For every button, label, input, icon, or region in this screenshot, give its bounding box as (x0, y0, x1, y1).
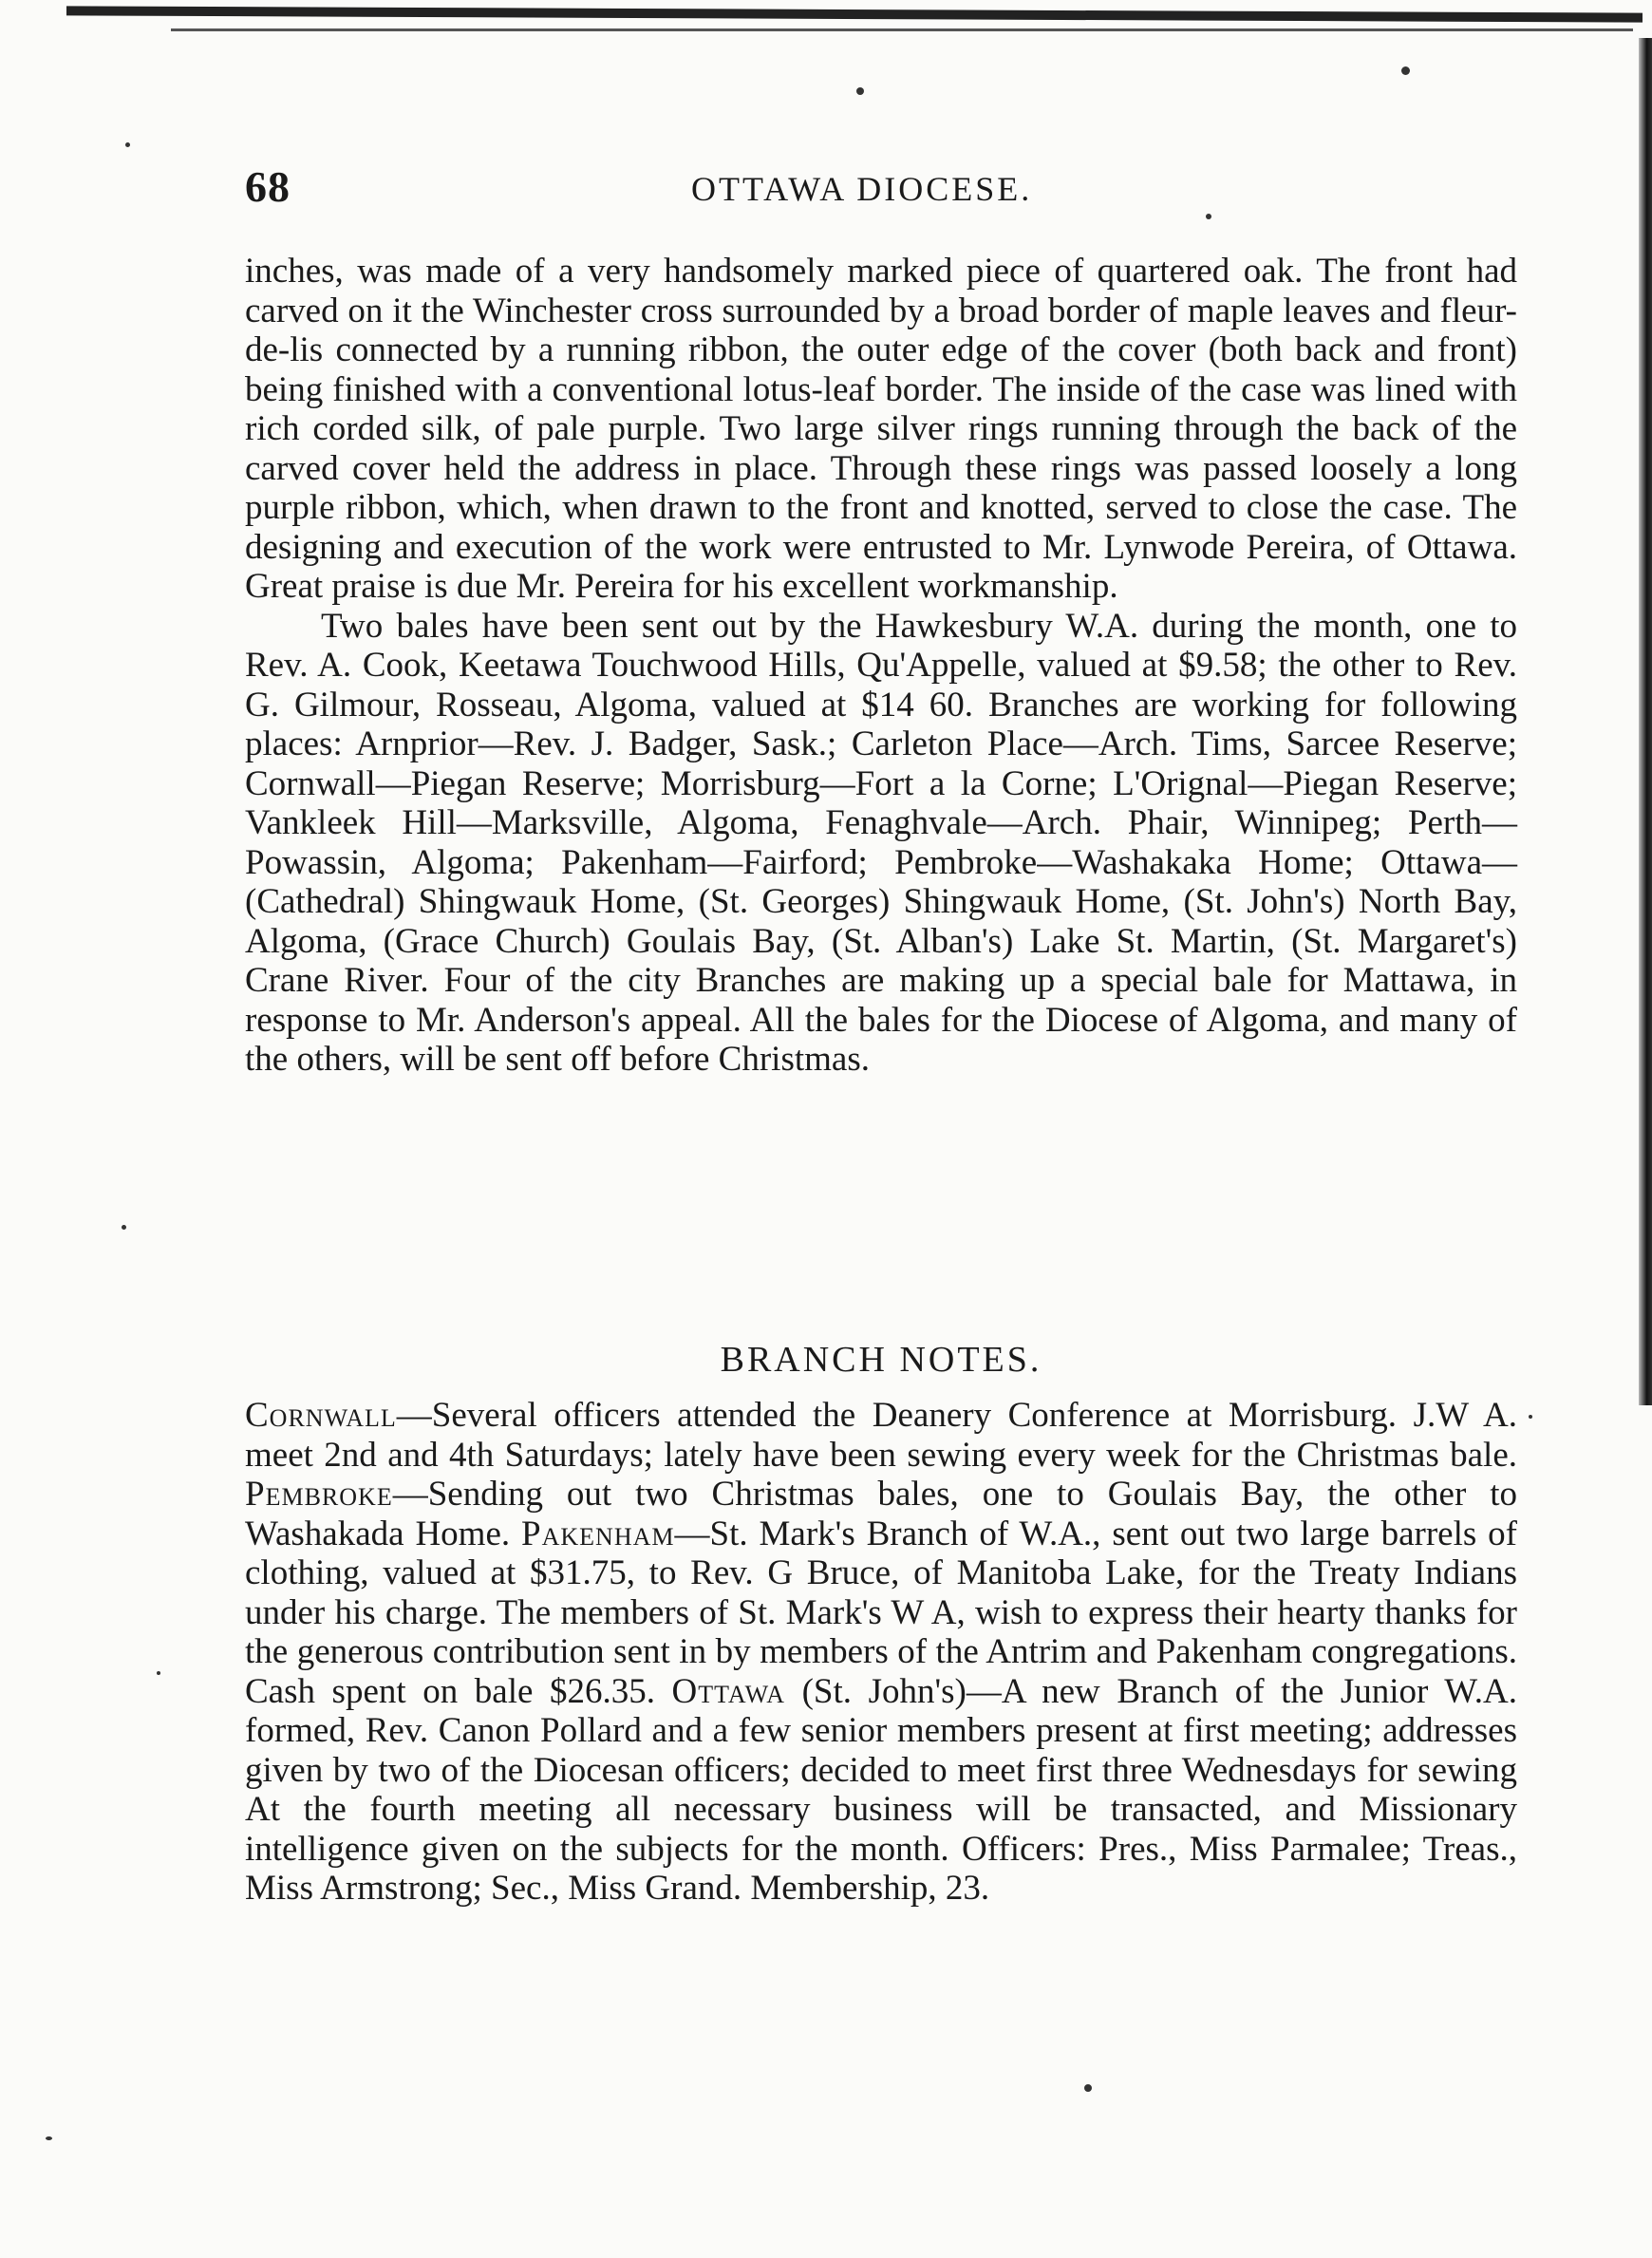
section-heading: BRANCH NOTES. (720, 1340, 1042, 1380)
branch-label-pembroke: Pembroke (245, 1475, 393, 1514)
body-paragraph: Two bales have been sent out by the Hawkesbury W.A. during the month, one to Rev. A. Cook, Keetawa Touchwood Hills, Qu'Appelle, valued at $9.58; the other to Rev. G. Gilmour, Rosseau, Algoma, valued at $14 60. Branches are working for following places: Arnprior—Rev. J. Badger, Sask.; Carleton Place—Arch. Tims, Sarcee Reserve; Cornwall—Piegan Reserve; Morrisburg—Fort a la Corne; L'Orignal—Piegan Reserve; Vankleek Hill—Marksville, Algoma, Fenaghvale—Arch. Phair, Winnipeg; Perth—Powassin, Algoma; Pakenham—Fairford; Pembroke—Washakaka Home; Ottawa—(Cathedral) Shingwauk Home, (St. Georges) Shingwauk Home, (St. John's) North Bay, Algoma, (Grace Church) Goulais Bay, (St. Alban's) Lake St. Martin, (St. Margaret's) Crane River. Four of the city Branches are making up a special bale for Mattawa, in response to Mr. Anderson's appeal. All the bales for the Diocese of Algoma, and many of the others, will be sent off before Christmas. (245, 606, 1517, 1079)
top-border-rule (66, 6, 1643, 22)
main-body-text (245, 252, 1517, 1080)
scan-speck (1529, 1415, 1532, 1419)
branch-notes-text (245, 1396, 1517, 1909)
scan-speck (157, 1671, 160, 1675)
branch-note-pakenham: —St. Mark's Branch of W.A., sent out two large barrels of clothing, valued at $31.75, to Rev. G Bruce, of Manitoba Lake, for the Treaty Indians under his charge. The members of St. Mark's W A, wish to express their hearty thanks for the generous contribution sent in by members of the Antrim and Pakenham congregations. Cash spent on bale $26.35. (245, 1514, 1517, 1711)
branch-note-pembroke: —Sending out two Christmas bales, one to Goulais Bay, the other to Washakada Home. (245, 1475, 1517, 1553)
page-number: 68 (245, 162, 291, 211)
scan-speck (856, 87, 864, 95)
branch-label-cornwall: Cornwall (245, 1396, 397, 1435)
branch-label-pakenham: Pakenham (521, 1514, 675, 1553)
page-header (245, 161, 1517, 218)
scan-speck (1084, 2084, 1092, 2092)
right-page-edge-shadow (1639, 38, 1652, 1405)
scan-speck (1401, 66, 1410, 75)
scan-speck (46, 2136, 52, 2140)
scan-speck (125, 142, 130, 147)
branch-note-cornwall: —Several officers attended the Deanery Conference at Morrisburg. J.W A. meet 2nd and 4th Saturdays; lately have been sewing every week for the Christmas bale. (245, 1396, 1517, 1475)
running-head: OTTAWA DIOCESE. (691, 170, 1033, 208)
scan-speck (122, 1225, 126, 1230)
body-paragraph: inches, was made of a very handsomely marked piece of quartered oak. The front had carved on it the Winchester cross surrounded by a broad border of maple leaves and fleur-de-lis connected by a running ribbon, the outer edge of the cover (both back and front) being finished with a conventional lotus-leaf border. The inside of the case was lined with rich corded silk, of pale purple. Two large silver rings running through the back of the carved cover held the address in place. Through these rings was passed loosely a long purple ribbon, which, when drawn to the front and knotted, served to close the case. The designing and execution of the work were entrusted to Mr. Lynwode Pereira, of Ottawa. Great praise is due Mr. Pereira for his excellent workmanship. (245, 252, 1517, 606)
branch-note-ottawa: (St. John's)—A new Branch of the Junior W.A. formed, Rev. Canon Pollard and a few senior members present at first meeting; addresses given by two of the Diocesan officers; decided to meet first three Wednesdays for sewing At the fourth meeting all necessary business will be transacted, and Missionary intelligence given on the subjects for the month. Officers: Pres., Miss Parmalee; Treas., Miss Armstrong; Sec., Miss Grand. Membership, 23. (245, 1671, 1517, 1908)
top-thin-rule (171, 28, 1633, 31)
branch-label-ottawa: Ottawa (671, 1671, 786, 1711)
branch-notes-paragraph (245, 1396, 1517, 1909)
